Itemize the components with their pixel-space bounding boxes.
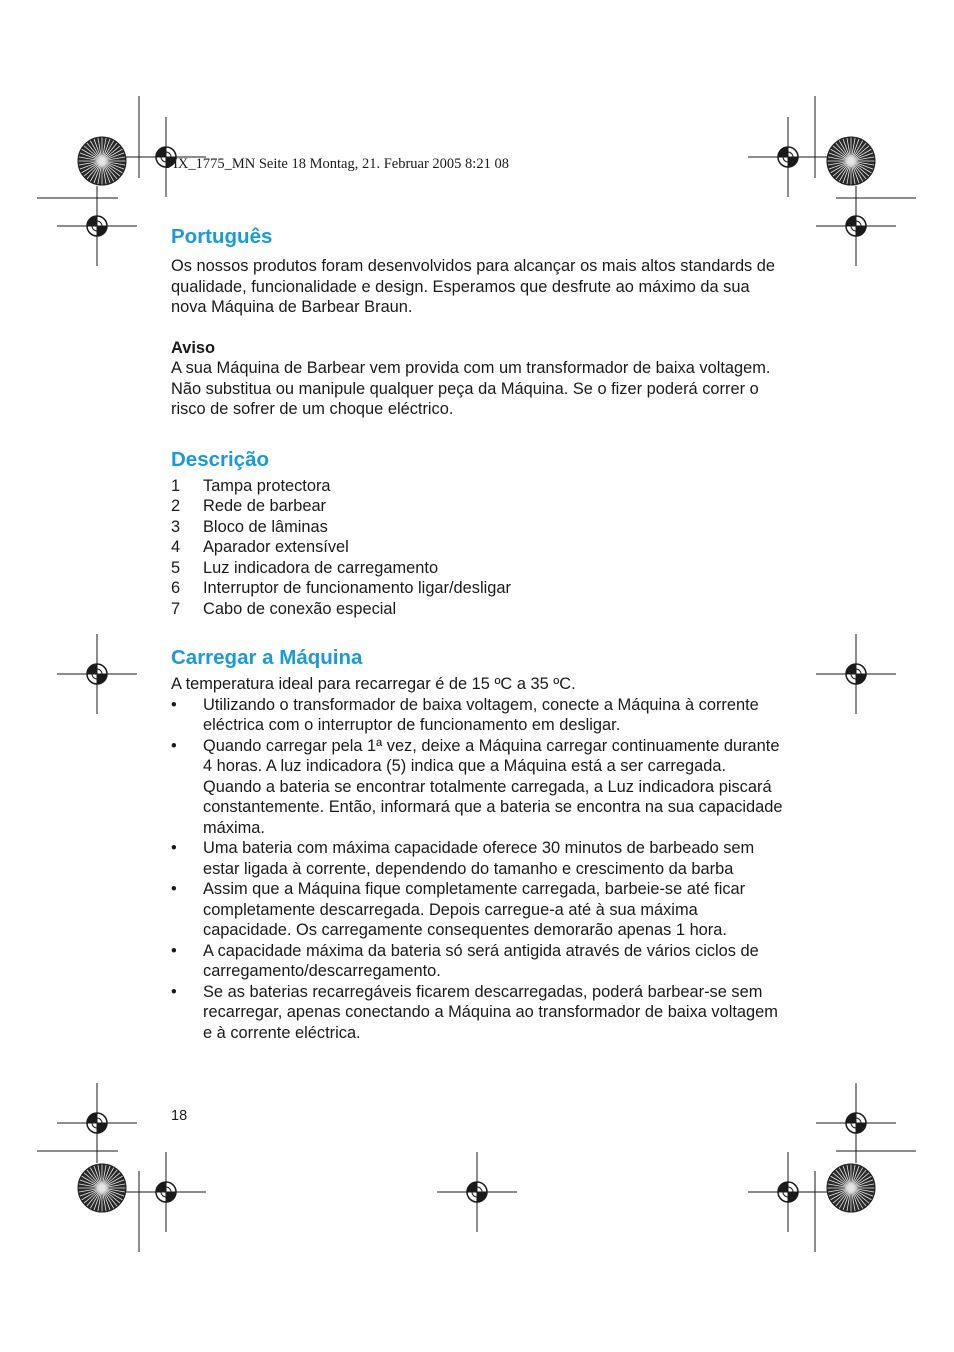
color-starburst-icon xyxy=(827,1164,875,1212)
bullet-item xyxy=(171,838,783,879)
registration-mark-icon xyxy=(748,117,828,197)
color-starburst-icon xyxy=(827,137,875,185)
item-number: 3 xyxy=(171,517,181,536)
color-starburst-icon xyxy=(78,1164,126,1212)
bullet-icon: • xyxy=(171,880,177,898)
list-item xyxy=(171,599,783,620)
registration-mark-icon xyxy=(126,1152,206,1232)
item-number: 5 xyxy=(171,558,181,577)
bullet-icon: • xyxy=(171,982,177,1001)
item-number: 7 xyxy=(171,599,181,618)
list-item xyxy=(171,496,783,517)
item-text: Bloco de lâminas xyxy=(203,517,328,536)
item-text: Cabo de conexão especial xyxy=(203,599,397,618)
item-text: Aparador extensível xyxy=(203,538,349,556)
bullet-item xyxy=(171,982,783,1044)
bullet-icon: • xyxy=(171,839,177,857)
page-number: 18 xyxy=(171,1108,188,1124)
heading-carregar: Carregar a Máquina xyxy=(171,646,363,669)
intro-paragraph: Os nossos produtos foram desenvolvidos para alcançar os mais altos standards de qualidade, funcionalidade e design. Esperamos que desfrute ao máximo da sua nova Máquina de Barbear Braun. xyxy=(171,257,776,316)
print-slug-line: FIX_1775_MN Seite 18 Montag, 21. Februar 2005 8:21 08 xyxy=(165,156,509,172)
bullet-text: Uma bateria com máxima capacidade oferece 30 minutos de barbeado sem estar ligada à corrente, dependendo do tamanho e crescimento da barba xyxy=(203,839,755,878)
page-content xyxy=(171,224,783,1043)
temperature-paragraph: A temperatura ideal para recarregar é de 15 ºC a 35 ºC. xyxy=(171,675,576,693)
item-text: Luz indicadora de carregamento xyxy=(203,558,439,577)
item-text: Rede de barbear xyxy=(203,497,327,515)
bullet-text: A capacidade máxima da bateria só será antigida através de vários ciclos de carregamento/descarregamento. xyxy=(203,941,759,980)
bullet-item xyxy=(171,736,783,839)
bullet-item xyxy=(171,879,783,941)
bullet-text: Assim que a Máquina fique completamente carregada, barbeie-se até ficar completamente descarregada. Depois carregue-a até à sua máxima capacidade. Os carregamente consequentes demorarão apenas 1 hora. xyxy=(203,880,746,939)
registration-mark-icon xyxy=(437,1152,517,1232)
heading-descricao: Descrição xyxy=(171,447,270,471)
bullet-text: Utilizando o transformador de baixa voltagem, conecte a Máquina à corrente eléctrica com o interruptor de funcionamento em desligar. xyxy=(203,695,759,734)
bullet-text: Quando carregar pela 1ª vez, deixe a Máquina carregar continuamente durante 4 horas. A luz indicadora (5) indica que a Máquina está a ser carregada. Quando a bateria se encontrar totalmente carregada, a Luz indicadora piscará constantemente. Então, informará que a bateria se encontra na sua capacidade máxima. xyxy=(203,736,783,837)
list-item xyxy=(171,537,783,558)
list-item xyxy=(171,476,783,497)
bullet-icon: • xyxy=(171,695,177,714)
list-item xyxy=(171,517,783,538)
list-item xyxy=(171,578,783,599)
bullet-icon: • xyxy=(171,941,177,960)
registration-mark-icon xyxy=(816,634,896,714)
list-item xyxy=(171,558,783,579)
bullet-text: Se as baterias recarregáveis ficarem descarregadas, poderá barbear-se sem recarregar, apenas conectando a Máquina ao transformador de baixa voltagem e à corrente eléctrica. xyxy=(203,982,778,1042)
registration-mark-icon xyxy=(57,634,137,714)
registration-mark-icon xyxy=(748,1152,828,1232)
bullet-icon: • xyxy=(171,736,177,755)
charging-bullet-list xyxy=(171,695,783,1044)
item-number: 6 xyxy=(171,579,181,597)
item-text: Interruptor de funcionamento ligar/desligar xyxy=(203,579,511,597)
bullet-item xyxy=(171,695,783,736)
heading-portugues: Português xyxy=(171,225,273,248)
bullet-item xyxy=(171,941,783,982)
item-number: 2 xyxy=(171,497,181,515)
aviso-heading: Aviso xyxy=(171,338,216,357)
color-starburst-icon xyxy=(78,137,126,185)
description-list xyxy=(171,476,783,620)
item-text: Tampa protectora xyxy=(203,476,331,495)
aviso-paragraph: A sua Máquina de Barbear vem provida com um transformador de baixa voltagem. Não substitua ou manipule qualquer peça da Máquina. Se o fizer poderá correr o risco de sofrer de um choque eléctrico. xyxy=(171,359,771,418)
item-number: 4 xyxy=(171,538,181,556)
item-number: 1 xyxy=(171,476,181,495)
